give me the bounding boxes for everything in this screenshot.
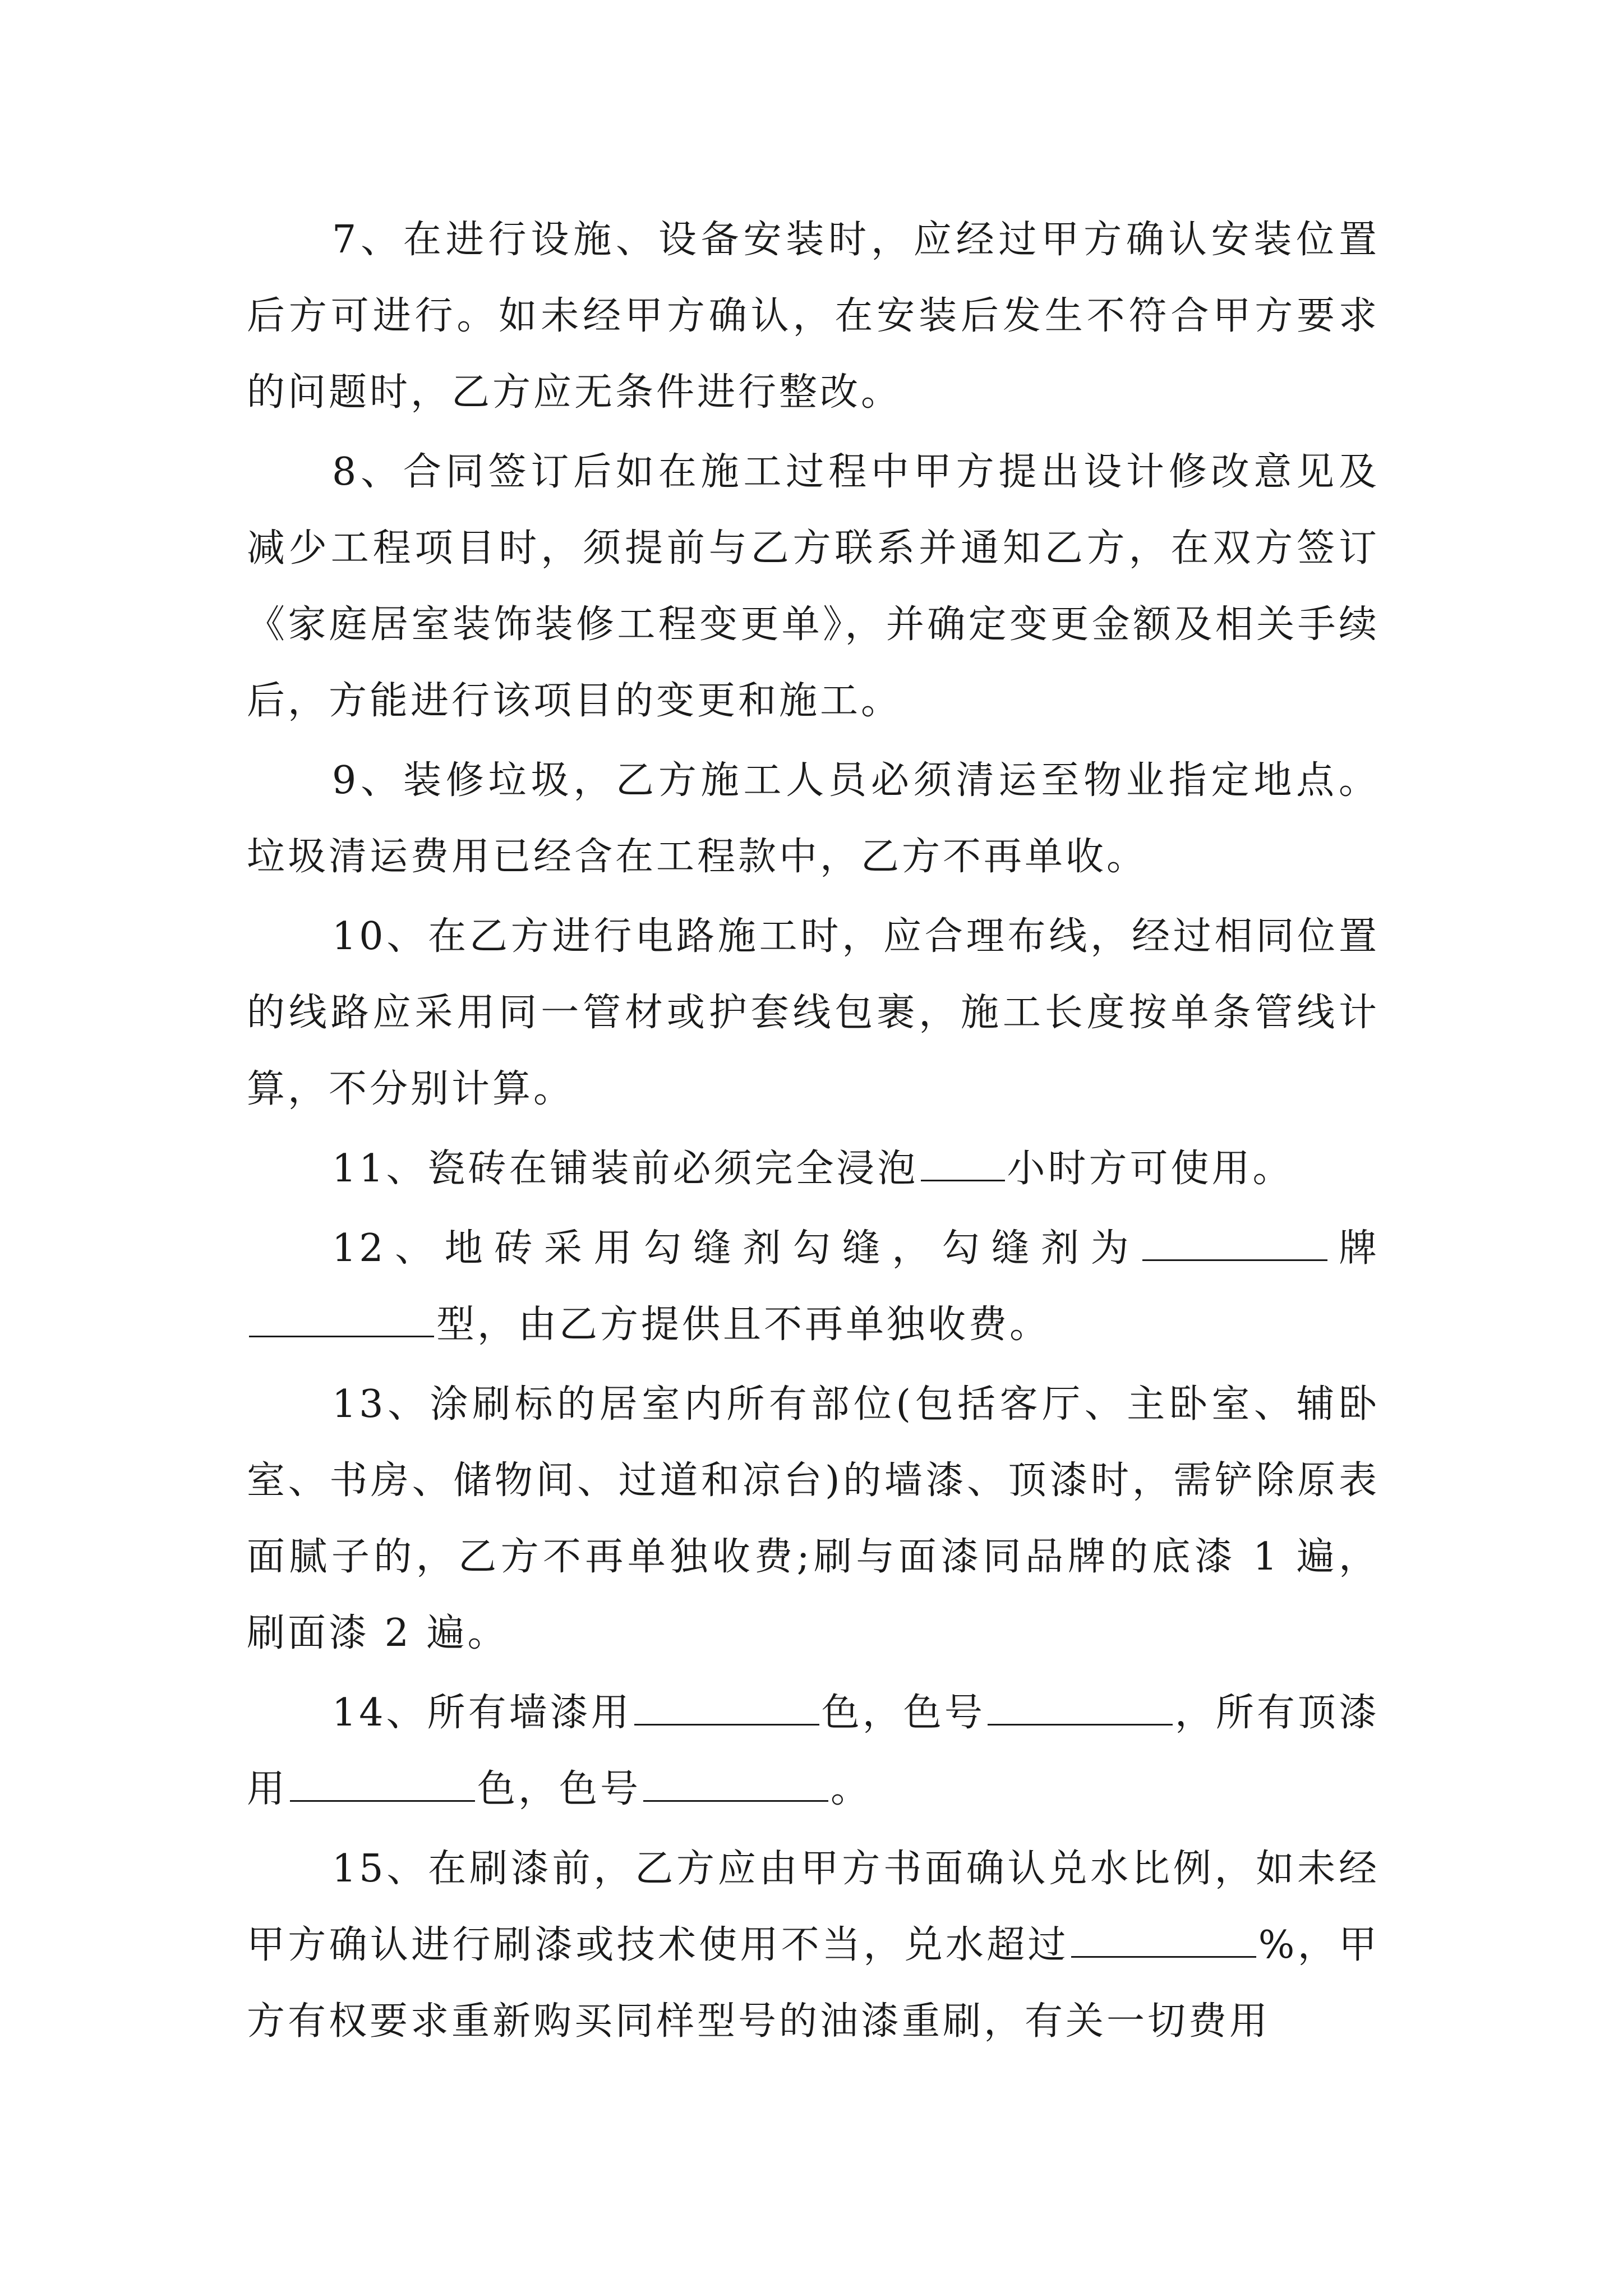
ceiling-paint-color-blank	[290, 1765, 475, 1802]
clause-13: 13、涂刷标的居室内所有部位(包括客厅、主卧室、辅卧室、书房、储物间、过道和凉台)的墙漆、顶漆时，需铲除原表面腻子的，乙方不再单独收费;刷与面漆同品牌的底漆 1 遍，刷面漆 2 遍。	[247, 1382, 1380, 1655]
clause-14-text-c: ，所有顶漆用	[247, 1691, 1380, 1811]
clause-10: 10、在乙方进行电路施工时，应合理布线，经过相同位置的线路应采用同一管材或护套线包裹，施工长度按单条管线计算，不分别计算。	[247, 914, 1380, 1111]
clause-11-text-a: 11、瓷砖在铺装前必须完全浸泡	[332, 1147, 919, 1191]
clause-12-text-b: 牌	[1330, 1226, 1380, 1271]
clause-15-text-a: 15、在刷漆前，乙方应由甲方书面确认兑水比例，如未经甲方确认进行刷漆或技术使用不当，兑水超过	[247, 1847, 1380, 1967]
clause-9: 9、装修垃圾，乙方施工人员必须清运至物业指定地点。垃圾清运费用已经含在工程款中，乙方不再单收。	[247, 758, 1380, 879]
clause-14-text-b: 色，色号	[821, 1691, 985, 1735]
ceiling-paint-code-blank	[643, 1765, 828, 1802]
clause-14	[247, 1675, 1380, 1828]
water-ratio-blank	[1071, 1921, 1256, 1958]
soak-hours-blank	[921, 1145, 1005, 1181]
clause-12	[247, 1211, 1380, 1363]
clause-14-text-e: 。	[831, 1767, 872, 1811]
clause-14-text-d: 色，色号	[477, 1767, 642, 1811]
clause-11	[247, 1131, 1380, 1207]
clause-15-text-b: %，甲方有权要求重新购买同样型号的油漆重刷，有关一切费用	[247, 1923, 1380, 2044]
clause-11-text-b: 小时方可使用。	[1007, 1147, 1294, 1191]
document-body	[247, 202, 1380, 2063]
wall-paint-color-blank	[634, 1689, 819, 1726]
grout-brand-blank	[1142, 1225, 1327, 1261]
clause-12-text-c: 型，由乙方提供且不再单独收费。	[436, 1303, 1051, 1347]
grout-model-blank	[249, 1301, 434, 1337]
clause-7: 7、在进行设施、设备安装时，应经过甲方确认安装位置后方可进行。如未经甲方确认，在安装后发生不符合甲方要求的问题时，乙方应无条件进行整改。	[247, 218, 1380, 415]
clause-15	[247, 1831, 1380, 2060]
clause-14-text-a: 14、所有墙漆用	[332, 1691, 632, 1735]
wall-paint-code-blank	[988, 1689, 1173, 1726]
clause-12-text-a: 12、地砖采用勾缝剂勾缝，勾缝剂为	[332, 1226, 1141, 1271]
clause-8: 8、合同签订后如在施工过程中甲方提出设计修改意见及减少工程项目时，须提前与乙方联系并通知乙方，在双方签订《家庭居室装饰装修工程变更单》，并确定变更金额及相关手续后，方能进行该项目的变更和施工。	[247, 450, 1380, 723]
